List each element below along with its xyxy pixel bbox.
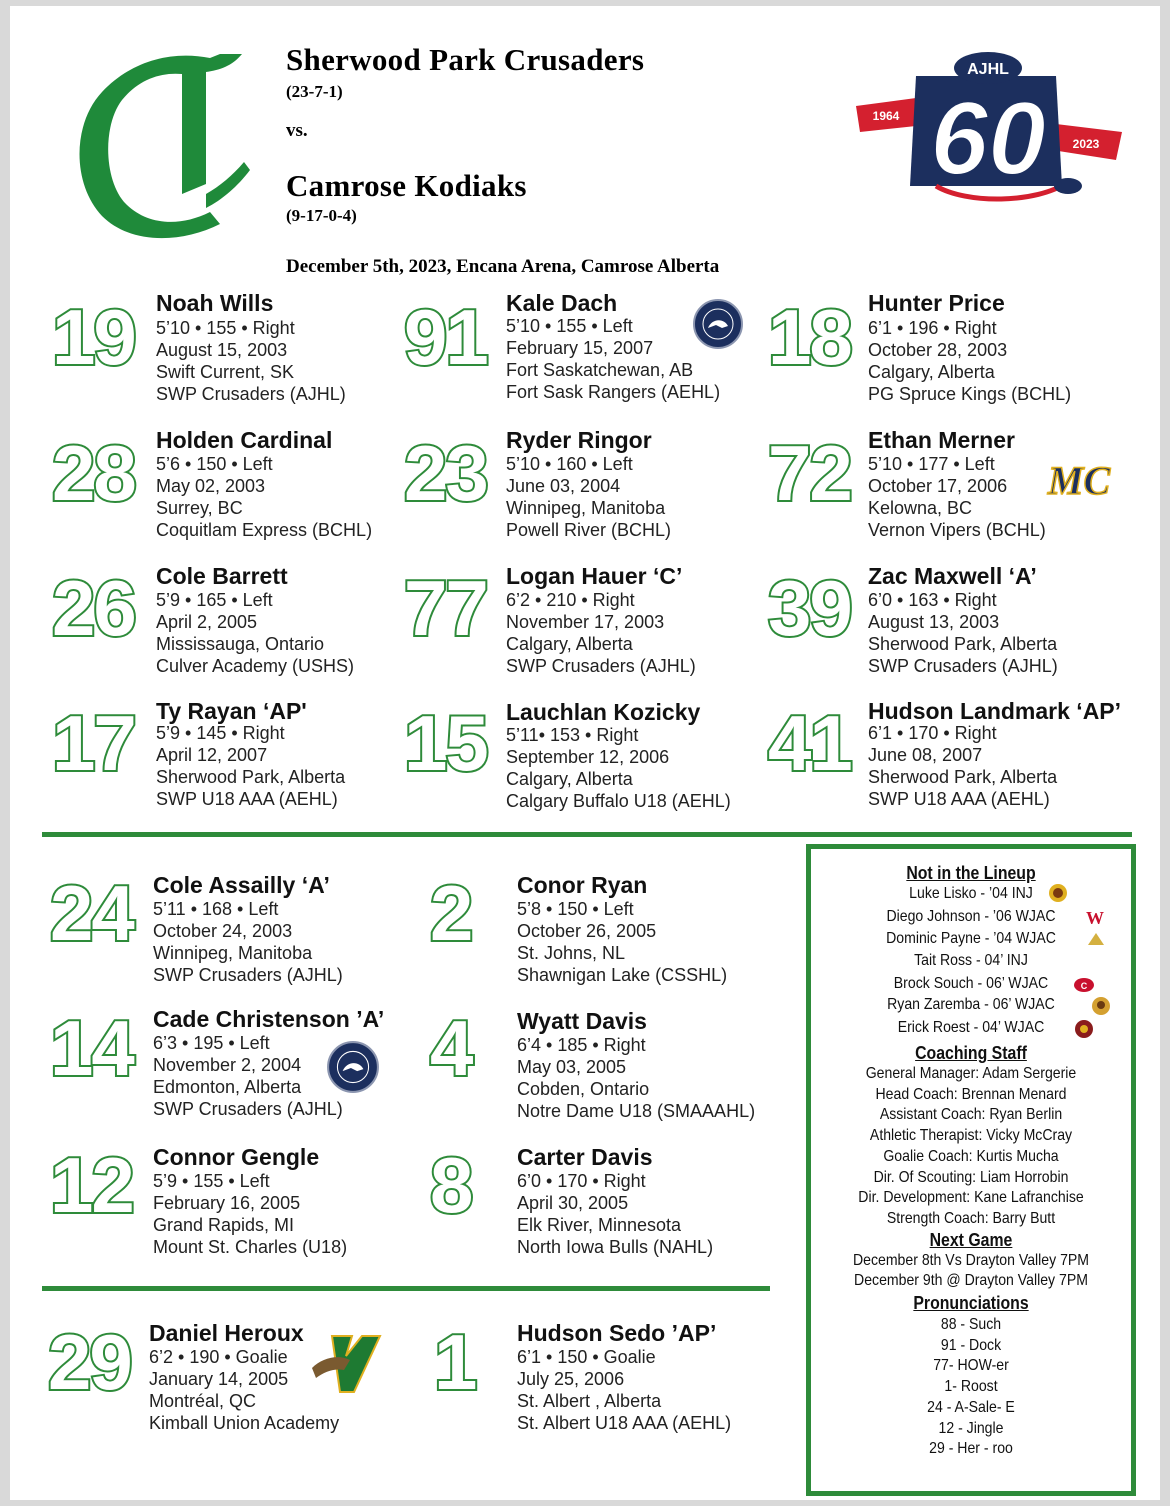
player-stats: 6’2 • 190 • Goalie — [149, 1347, 288, 1367]
player-name: Zac Maxwell ‘A’ — [868, 563, 1037, 589]
player-dob: February 15, 2007 — [506, 338, 654, 358]
list-item: December 8th Vs Drayton Valley 7PM — [852, 1252, 1090, 1269]
player-dob: August 15, 2003 — [156, 340, 288, 360]
coaching-staff-title: Coaching Staff — [915, 1043, 1027, 1063]
player-team: PG Spruce Kings (BCHL) — [868, 384, 1072, 404]
list-item: Head Coach: Brennan Menard — [875, 1086, 1067, 1103]
player-team: Culver Academy (USHS) — [156, 656, 355, 676]
player-hometown: Elk River, Minnesota — [517, 1215, 682, 1235]
list-item: 1- Roost — [944, 1378, 998, 1395]
crusaders-logo — [60, 44, 260, 244]
player-dob: April 12, 2007 — [156, 745, 268, 765]
player-hometown: Calgary, Alberta — [868, 362, 995, 382]
player-hometown: Edmonton, Alberta — [153, 1077, 302, 1097]
player-dob: April 2, 2005 — [156, 612, 258, 632]
team-logo-icon — [1086, 931, 1106, 954]
section-divider — [42, 832, 1132, 837]
player-stats: 6’0 • 163 • Right — [868, 590, 997, 610]
list-item: 24 - A-Sale- E — [927, 1399, 1015, 1416]
merrimack-logo-icon — [1046, 458, 1112, 507]
player-stats: 5’11• 153 • Right — [506, 725, 639, 745]
svg-text:W: W — [1086, 908, 1104, 926]
info-sidebar — [806, 844, 1136, 1496]
player-dob: October 24, 2003 — [153, 921, 293, 941]
player-name: Hudson Sedo ’AP’ — [517, 1320, 717, 1346]
jersey-number: 1 — [434, 1318, 476, 1406]
player-dob: August 13, 2003 — [868, 612, 1000, 632]
player-stats: 5’9 • 155 • Left — [153, 1171, 270, 1191]
player-name: Ryder Ringor — [506, 427, 652, 453]
ajhl-60-logo-year-end: 2023 — [1072, 137, 1100, 151]
player-stats: 5’8 • 150 • Left — [517, 899, 634, 919]
player-dob: October 28, 2003 — [868, 340, 1008, 360]
player-hometown: Montréal, QC — [149, 1391, 257, 1411]
player-team: North Iowa Bulls (NAHL) — [517, 1237, 714, 1257]
jersey-number: 14 — [50, 1004, 133, 1092]
player-dob: January 14, 2005 — [149, 1369, 289, 1389]
player-name: Logan Hauer ‘C’ — [506, 563, 683, 589]
jersey-number: 18 — [768, 293, 851, 381]
player-name: Ethan Merner — [868, 427, 1015, 453]
next-game-title: Next Game — [929, 1230, 1013, 1250]
list-item: 77- HOW-er — [933, 1357, 1009, 1374]
home-team-record: (23-7-1) — [286, 82, 343, 101]
player-stats: 6’1 • 150 • Goalie — [517, 1347, 656, 1367]
game-info: December 5th, 2023, Encana Arena, Camrose Alberta — [286, 256, 720, 277]
jersey-number: 17 — [52, 699, 135, 787]
player-stats: 5’6 • 150 • Left — [156, 454, 273, 474]
ajhl-60-logo — [846, 36, 1136, 206]
not-in-lineup-title: Not in the Lineup — [906, 863, 1036, 883]
ajhl-60-logo-league: AJHL — [967, 61, 1009, 78]
player-team: Calgary Buffalo U18 (AEHL) — [506, 791, 731, 811]
team-logo-icon — [1073, 1019, 1095, 1044]
player-dob: October 26, 2005 — [517, 921, 657, 941]
player-stats: 6’1 • 170 • Right — [868, 723, 997, 743]
penn-state-logo-icon — [692, 298, 744, 355]
player-hometown: Calgary, Alberta — [506, 769, 633, 789]
player-team: Shawnigan Lake (CSSHL) — [517, 965, 728, 985]
player-name: Lauchlan Kozicky — [506, 699, 701, 725]
player-hometown: Sherwood Park, Alberta — [156, 767, 346, 787]
player-dob: November 17, 2003 — [506, 612, 665, 632]
jersey-number: 2 — [430, 869, 472, 957]
player-hometown: St. Johns, NL — [517, 943, 626, 963]
player-hometown: Fort Saskatchewan, AB — [506, 360, 694, 380]
player-stats: 5’11 • 168 • Left — [153, 899, 279, 919]
jersey-number: 41 — [768, 699, 851, 787]
player-hometown: Mississauga, Ontario — [156, 634, 325, 654]
player-hometown: Surrey, BC — [156, 498, 243, 518]
player-stats: 5’10 • 155 • Left — [506, 316, 633, 336]
jersey-number: 72 — [768, 429, 851, 517]
player-name: Daniel Heroux — [149, 1320, 304, 1346]
jersey-number: 12 — [50, 1141, 133, 1229]
player-dob: June 08, 2007 — [868, 745, 983, 765]
jersey-number: 23 — [404, 429, 487, 517]
player-team: SWP Crusaders (AJHL) — [153, 1099, 343, 1119]
player-hometown: Winnipeg, Manitoba — [153, 943, 313, 963]
jersey-number: 8 — [430, 1141, 472, 1229]
lineup-sheet — [10, 6, 1160, 1500]
player-team: SWP Crusaders (AJHL) — [506, 656, 696, 676]
list-item: Dir. Development: Kane Lafranchise — [858, 1189, 1084, 1206]
player-hometown: Cobden, Ontario — [517, 1079, 650, 1099]
list-item: Dominic Payne - ’04 WJAC — [886, 930, 1056, 947]
jersey-number: 91 — [404, 293, 487, 381]
player-team: SWP Crusaders (AJHL) — [868, 656, 1058, 676]
player-hometown: Grand Rapids, MI — [153, 1215, 295, 1235]
ajhl-60-logo-number: 60 — [930, 81, 1046, 197]
player-stats: 6’4 • 185 • Right — [517, 1035, 646, 1055]
player-team: SWP U18 AAA (AEHL) — [868, 789, 1050, 809]
player-name: Hudson Landmark ‘AP’ — [868, 698, 1122, 724]
jersey-number: 24 — [50, 869, 133, 957]
player-stats: 6’2 • 210 • Right — [506, 590, 635, 610]
player-name: Cole Assailly ‘A’ — [153, 872, 330, 898]
player-name: Noah Wills — [156, 290, 274, 316]
player-stats: 5’10 • 155 • Right — [156, 318, 295, 338]
list-item: Strength Coach: Barry Butt — [886, 1210, 1056, 1227]
player-team: Coquitlam Express (BCHL) — [156, 520, 373, 540]
team-logo-icon — [1048, 883, 1068, 908]
player-dob: May 02, 2003 — [156, 476, 266, 496]
list-item: 29 - Her - roo — [929, 1440, 1013, 1457]
player-name: Connor Gengle — [153, 1144, 320, 1170]
list-item: Luke Lisko - ’04 INJ — [909, 885, 1033, 902]
player-name: Hunter Price — [868, 290, 1005, 316]
list-item: Diego Johnson - ’06 WJAC — [886, 908, 1056, 925]
player-stats: 5’10 • 160 • Left — [506, 454, 633, 474]
list-item: Brock Souch - 06’ WJAC — [893, 975, 1049, 992]
team-logo-icon — [1073, 977, 1095, 998]
jersey-number: 19 — [52, 293, 135, 381]
list-item: General Manager: Adam Sergerie — [865, 1065, 1077, 1082]
player-stats: 6’1 • 196 • Right — [868, 318, 997, 338]
player-team: Powell River (BCHL) — [506, 520, 672, 540]
player-stats: 6’0 • 170 • Right — [517, 1171, 646, 1191]
list-item: 91 - Dock — [940, 1337, 1002, 1354]
player-hometown: St. Albert , Alberta — [517, 1391, 662, 1411]
away-team-name: Camrose Kodiaks — [286, 168, 527, 203]
player-name: Cole Barrett — [156, 563, 288, 589]
list-item: Goalie Coach: Kurtis Mucha — [883, 1148, 1059, 1165]
player-dob: June 03, 2004 — [506, 476, 621, 496]
player-name: Cade Christenson ’A’ — [153, 1006, 385, 1032]
jersey-number: 26 — [52, 564, 135, 652]
player-team: Notre Dame U18 (SMAAAHL) — [517, 1101, 756, 1121]
svg-text:MC: MC — [1047, 458, 1111, 502]
player-stats: 6’3 • 195 • Left — [153, 1033, 270, 1053]
list-item: Erick Roest - 04’ WJAC — [897, 1019, 1045, 1036]
list-item: Assistant Coach: Ryan Berlin — [879, 1106, 1063, 1123]
home-team-name: Sherwood Park Crusaders — [286, 42, 645, 77]
ajhl-60-logo-year-start: 1964 — [872, 109, 900, 123]
player-stats: 5’9 • 145 • Right — [156, 723, 285, 743]
pronunciations-title: Pronunciations — [913, 1293, 1029, 1313]
player-stats: 5’9 • 165 • Left — [156, 590, 273, 610]
player-team: Kimball Union Academy — [149, 1413, 340, 1433]
player-hometown: Swift Current, SK — [156, 362, 295, 382]
player-name: Carter Davis — [517, 1144, 653, 1170]
player-dob: February 16, 2005 — [153, 1193, 301, 1213]
list-item: 12 - Jingle — [938, 1420, 1004, 1437]
player-team: SWP Crusaders (AJHL) — [153, 965, 343, 985]
player-dob: November 2, 2004 — [153, 1055, 302, 1075]
player-team: Fort Sask Rangers (AEHL) — [506, 382, 721, 402]
player-team: St. Albert U18 AAA (AEHL) — [517, 1413, 732, 1433]
player-dob: July 25, 2006 — [517, 1369, 625, 1389]
penn-state-logo-icon — [326, 1040, 380, 1099]
list-item: Athletic Therapist: Vicky McCray — [869, 1127, 1073, 1144]
jersey-number: 4 — [430, 1004, 472, 1092]
jersey-number: 39 — [768, 564, 851, 652]
jersey-number: 29 — [48, 1318, 131, 1406]
vermont-catamount-logo-icon — [308, 1328, 384, 1401]
jersey-number: 28 — [52, 429, 135, 517]
list-item: Tait Ross - 04’ INJ — [914, 952, 1028, 969]
player-hometown: Calgary, Alberta — [506, 634, 633, 654]
player-name: Holden Cardinal — [156, 427, 333, 453]
list-item: December 9th @ Drayton Valley 7PM — [854, 1272, 1088, 1289]
player-team: Mount St. Charles (U18) — [153, 1237, 348, 1257]
player-dob: September 12, 2006 — [506, 747, 670, 767]
player-dob: October 17, 2006 — [868, 476, 1008, 496]
player-name: Wyatt Davis — [517, 1008, 647, 1034]
player-hometown: Kelowna, BC — [868, 498, 973, 518]
list-item: 88 - Such — [940, 1316, 1002, 1333]
player-name: Kale Dach — [506, 290, 618, 316]
list-item: Ryan Zaremba - 06’ WJAC — [887, 996, 1055, 1013]
player-dob: May 03, 2005 — [517, 1057, 627, 1077]
player-stats: 5’10 • 177 • Left — [868, 454, 995, 474]
jersey-number: 77 — [404, 564, 487, 652]
away-team-record: (9-17-0-4) — [286, 206, 357, 225]
versus-label: vs. — [286, 120, 308, 141]
jersey-number: 15 — [404, 699, 487, 787]
player-hometown: Sherwood Park, Alberta — [868, 634, 1058, 654]
player-team: Vernon Vipers (BCHL) — [868, 520, 1046, 540]
team-logo-icon — [1084, 908, 1106, 931]
player-name: Conor Ryan — [517, 872, 648, 898]
player-team: SWP Crusaders (AJHL) — [156, 384, 346, 404]
team-logo-icon — [1091, 996, 1111, 1021]
player-hometown: Winnipeg, Manitoba — [506, 498, 666, 518]
player-name: Ty Rayan ‘AP' — [156, 698, 307, 724]
svg-text:C: C — [1080, 981, 1088, 991]
player-dob: April 30, 2005 — [517, 1193, 629, 1213]
list-item: Dir. Of Scouting: Liam Horrobin — [873, 1169, 1069, 1186]
section-divider — [42, 1286, 770, 1291]
player-team: SWP U18 AAA (AEHL) — [156, 789, 338, 809]
player-hometown: Sherwood Park, Alberta — [868, 767, 1058, 787]
